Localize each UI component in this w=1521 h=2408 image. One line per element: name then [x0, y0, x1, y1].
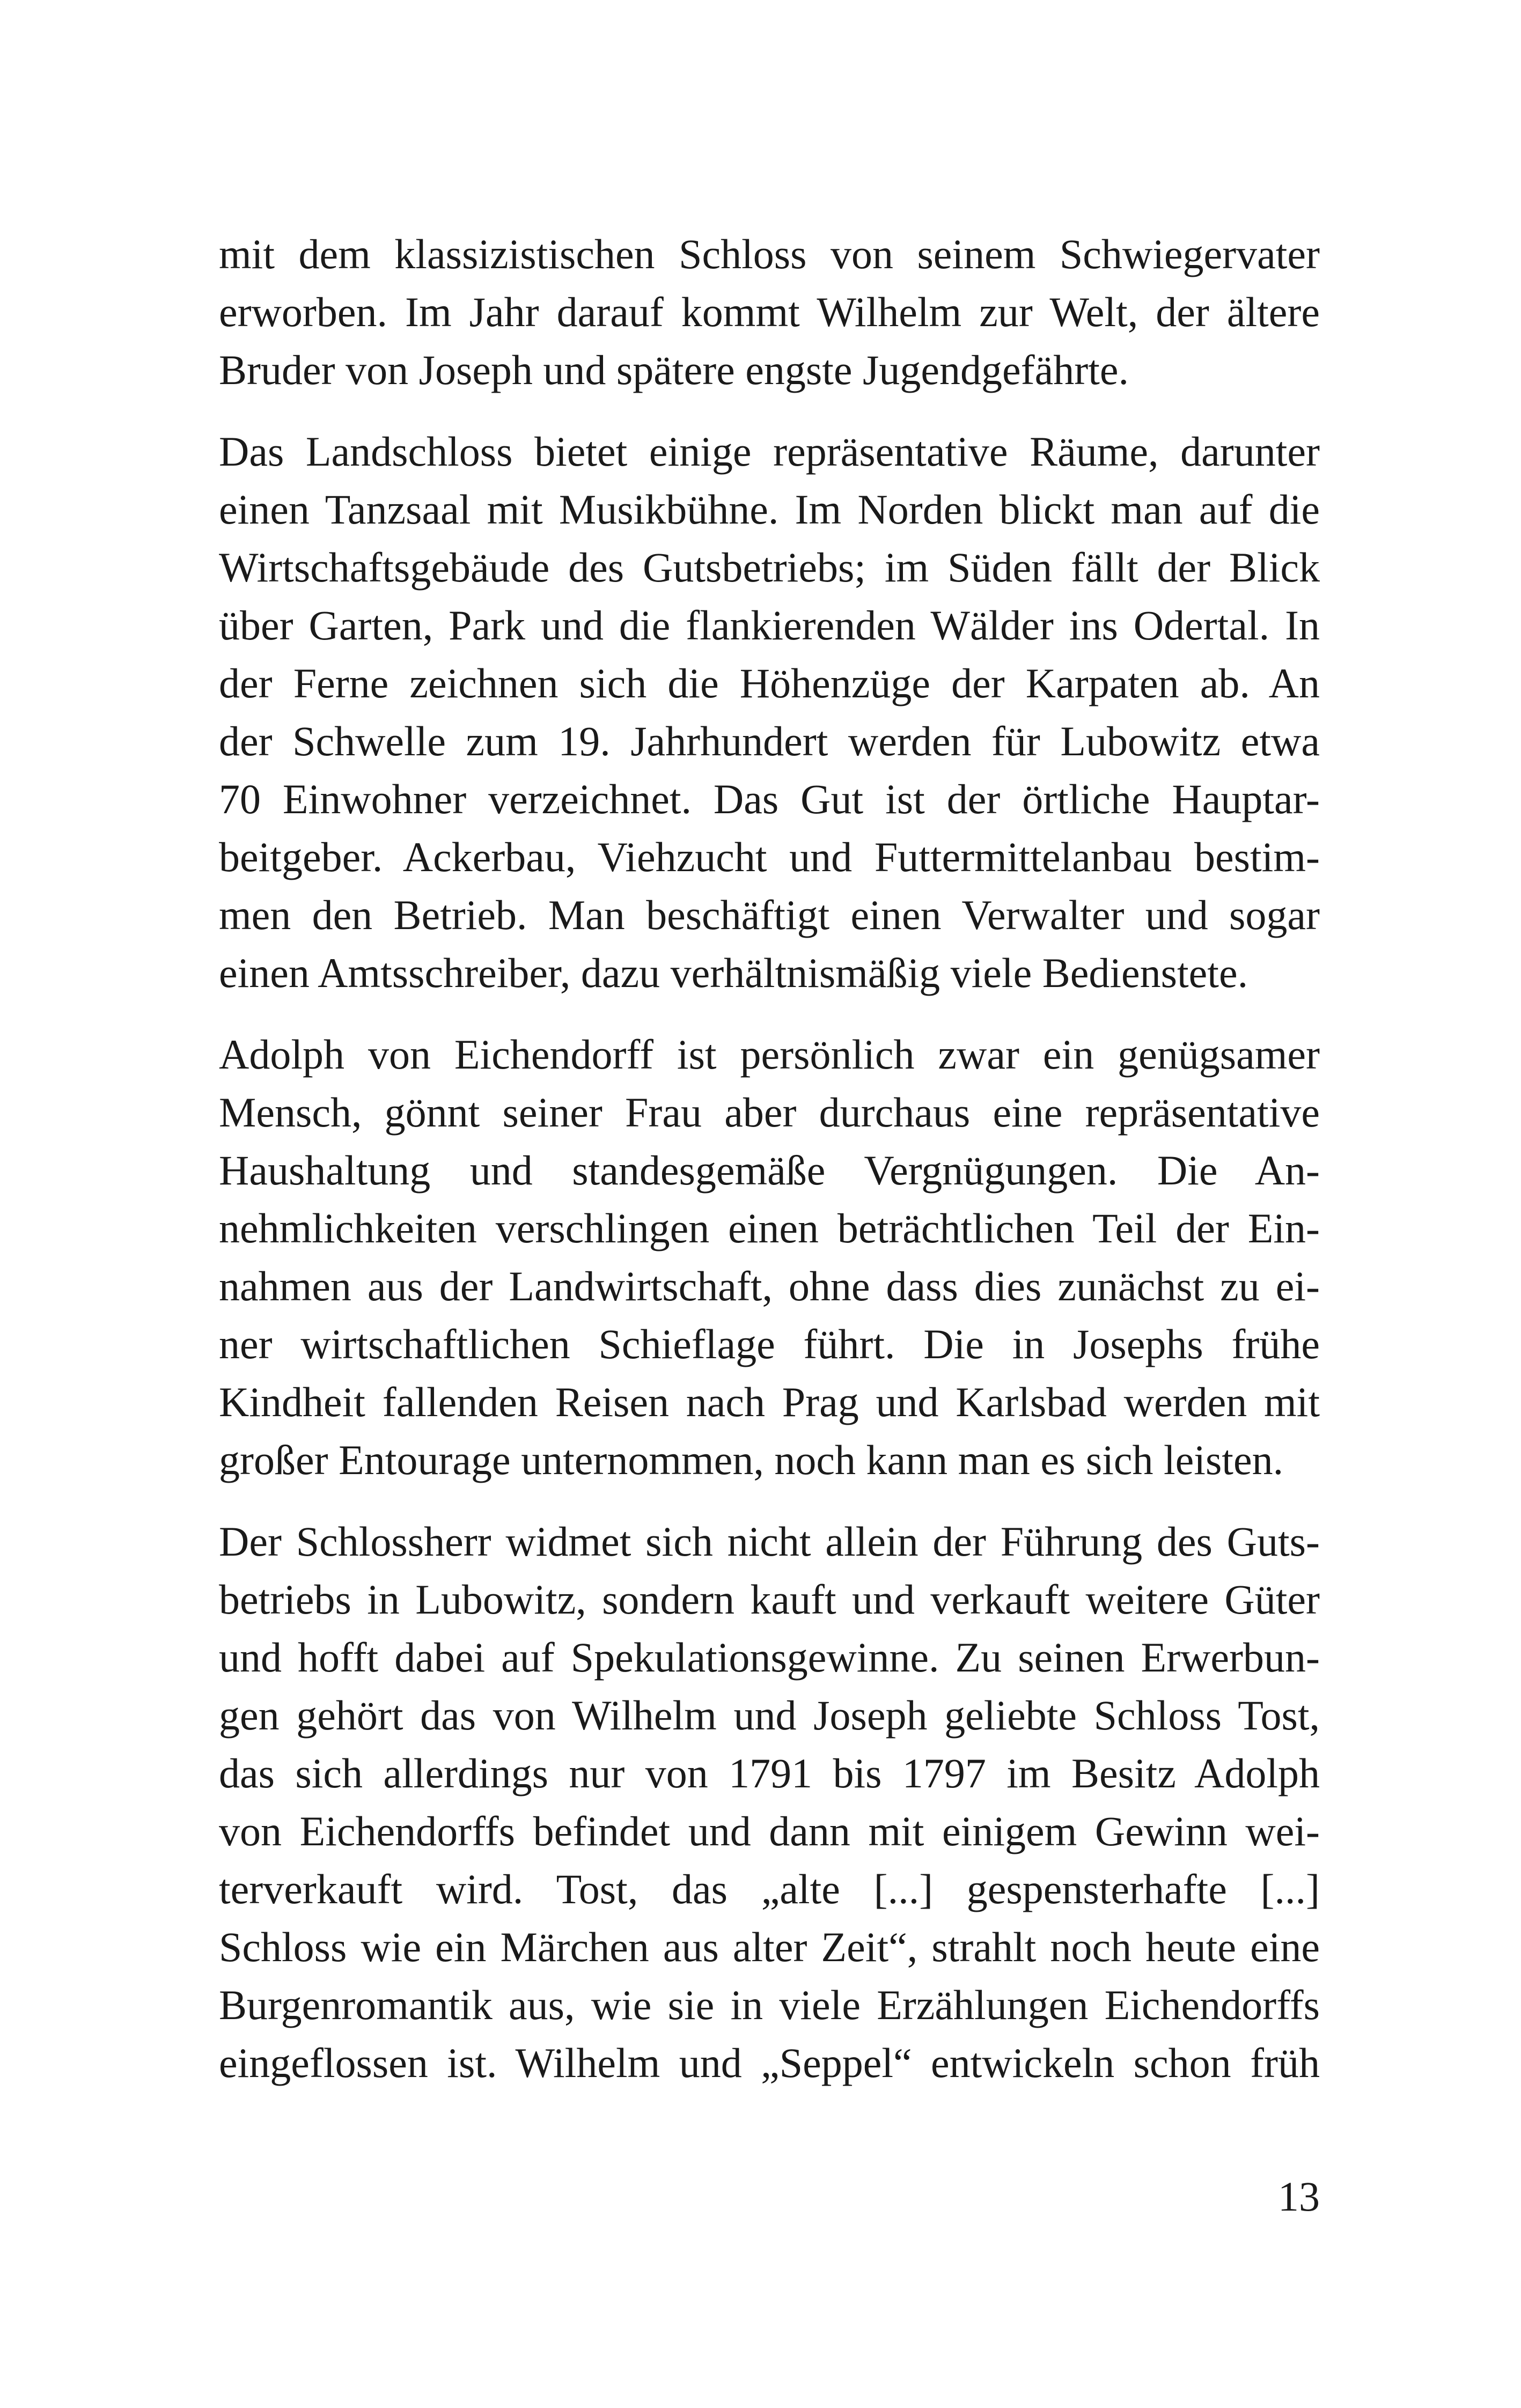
text-line: eingeflossen ist. Wilhelm und „Seppel“ entwickeln schon früh — [219, 2039, 1320, 2086]
text-line: der Ferne zeichnen sich die Höhenzüge der Karpaten ab. An — [219, 660, 1320, 706]
text-line: nehmlichkeiten verschlingen einen beträchtlichen Teil der Ein- — [219, 1205, 1320, 1251]
text-line: Mensch, gönnt seiner Frau aber durchaus eine repräsentative — [219, 1089, 1320, 1136]
text-line: Haushaltung und standesgemäße Vergnügungen. Die An- — [219, 1147, 1320, 1194]
text-line: ner wirtschaftlichen Schieflage führt. Die in Josephs frühe — [219, 1321, 1320, 1367]
page-body — [219, 225, 1320, 2116]
text-line: einen Tanzsaal mit Musikbühne. Im Norden blickt man auf die — [219, 486, 1320, 533]
text-line: über Garten, Park und die flankierenden Wälder ins Odertal. In — [219, 602, 1320, 649]
text-line: men den Betrieb. Man beschäftigt einen Verwalter und sogar — [219, 892, 1320, 938]
paragraph-4 — [219, 1513, 1320, 2092]
text-line: der Schwelle zum 19. Jahrhundert werden für Lubowitz etwa — [219, 718, 1320, 764]
text-line: terverkauft wird. Tost, das „alte [...] gespensterhafte [...] — [219, 1866, 1320, 1912]
text-line: Burgenromantik aus, wie sie in viele Erzählungen Eichendorffs — [219, 1982, 1320, 2028]
paragraph-2 — [219, 423, 1320, 1002]
page-number: 13 — [1278, 2173, 1320, 2220]
text-line: Das Landschloss bietet einige repräsentative Räume, darunter — [219, 428, 1320, 475]
paragraph-3 — [219, 1026, 1320, 1489]
text-line: mit dem klassizistischen Schloss von seinem Schwiegervater — [219, 231, 1320, 277]
text-line: erworben. Im Jahr darauf kommt Wilhelm zur Welt, der ältere — [219, 289, 1320, 335]
text-line: einen Amtsschreiber, dazu verhältnismäßig viele Bedienstete. — [219, 949, 1248, 996]
text-line: betriebs in Lubowitz, sondern kauft und verkauft weitere Güter — [219, 1576, 1320, 1623]
text-line: Schloss wie ein Märchen aus alter Zeit“, strahlt noch heute eine — [219, 1924, 1320, 1970]
text-line: Adolph von Eichendorff ist persönlich zwar ein genügsamer — [219, 1031, 1320, 1078]
text-line: Kindheit fallenden Reisen nach Prag und Karlsbad werden mit — [219, 1379, 1320, 1425]
text-line: Bruder von Joseph und spätere engste Jugendgefährte. — [219, 347, 1129, 393]
text-line: von Eichendorffs befindet und dann mit einigem Gewinn wei- — [219, 1808, 1320, 1854]
text-line: und hofft dabei auf Spekulationsgewinne. Zu seinen Erwerbun- — [219, 1634, 1320, 1681]
text-line: beitgeber. Ackerbau, Viehzucht und Futtermittelanbau bestim- — [219, 834, 1320, 880]
text-line: nahmen aus der Landwirtschaft, ohne dass dies zunächst zu ei- — [219, 1263, 1320, 1309]
paragraph-1 — [219, 225, 1320, 399]
text-line: großer Entourage unternommen, noch kann man es sich leisten. — [219, 1437, 1284, 1483]
text-line: das sich allerdings nur von 1791 bis 1797 im Besitz Adolph — [219, 1750, 1320, 1796]
text-line: Wirtschaftsgebäude des Gutsbetriebs; im Süden fällt der Blick — [219, 544, 1320, 591]
text-line: Der Schlossherr widmet sich nicht allein der Führung des Guts- — [219, 1518, 1320, 1565]
text-line: gen gehört das von Wilhelm und Joseph geliebte Schloss Tost, — [219, 1692, 1320, 1739]
text-line: 70 Einwohner verzeichnet. Das Gut ist der örtliche Hauptar- — [219, 776, 1320, 822]
